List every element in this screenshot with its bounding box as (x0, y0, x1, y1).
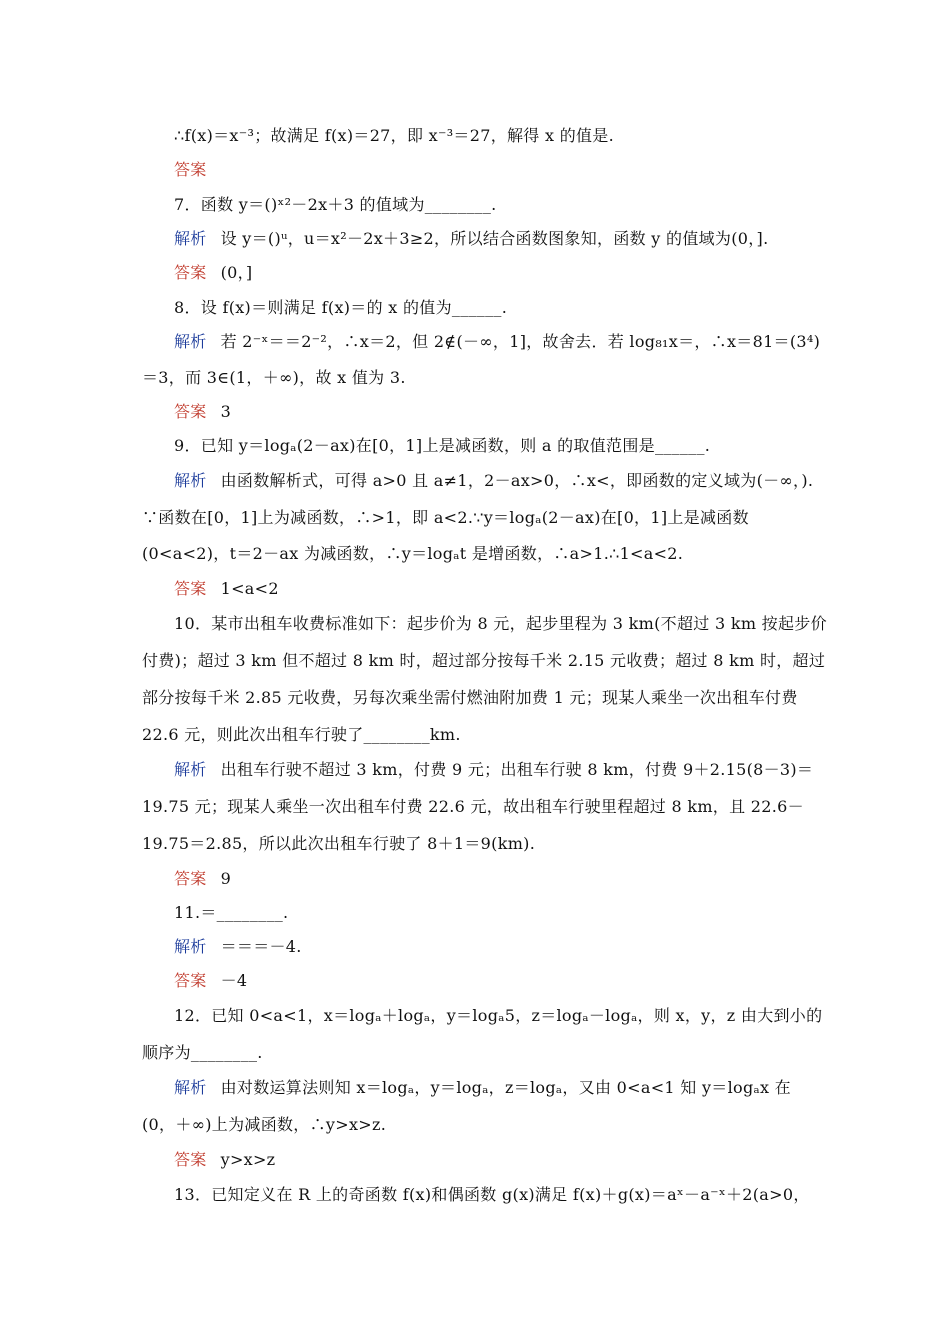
question-8: 8．设 f(x)＝则满足 f(x)＝的 x 的值为______. (174, 298, 508, 317)
analysis-label: 解析 (174, 760, 207, 779)
text-line: (0，＋∞)上为减函数，∴y>x>z. (142, 1115, 387, 1134)
analysis-line: 解析 由对数运算法则知 x＝logₐ，y＝logₐ，z＝logₐ，又由 0<a<1 知 y＝logₐx 在 (174, 1078, 791, 1097)
answer-label: 答案 (174, 579, 207, 598)
question-13: 13．已知定义在 R 上的奇函数 f(x)和偶函数 g(x)满足 f(x)＋g(x)＝aˣ－a⁻ˣ＋2(a>0， (174, 1185, 810, 1204)
text-line: ＝3，而 3∈(1，＋∞)，故 x 值为 3. (142, 368, 406, 387)
analysis-label: 解析 (174, 471, 207, 490)
analysis-line: 解析 若 2⁻ˣ＝＝2⁻²，∴x＝2，但 2∉(－∞，1]，故舍去．若 log₈₁x＝，∴x＝81＝(3⁴) (174, 332, 821, 351)
answer-line: 答案 －4 (174, 971, 248, 990)
text-line: 19.75＝2.85，所以此次出租车行驶了 8＋1＝9(km). (142, 834, 536, 853)
answer-label: 答案 (174, 263, 207, 282)
text-line: 部分按每千米 2.85 元收费，另每次乘坐需付燃油附加费 1 元；现某人乘坐一次出租车付费 (142, 688, 798, 707)
analysis-label: 解析 (174, 937, 207, 956)
text-line: 22.6 元，则此次出租车行驶了________km. (142, 725, 461, 744)
analysis-line: 解析 设 y＝()ᵘ，u＝x²－2x＋3≥2，所以结合函数图象知，函数 y 的值域为(0，]. (174, 229, 769, 248)
text-line: ∵函数在[0，1]上为减函数，∴>1，即 a<2.∵y＝logₐ(2－ax)在[0，1]上是减函数 (142, 508, 749, 527)
text-line: 付费)；超过 3 km 但不超过 8 km 时，超过部分按每千米 2.15 元收费；超过 8 km 时，超过 (142, 651, 826, 670)
analysis-line: 解析 由函数解析式，可得 a>0 且 a≠1，2－ax>0，∴x<，即函数的定义域为(－∞，). (174, 471, 814, 490)
answer-label: 答案 (174, 869, 207, 888)
text-line: (0<a<2)，t＝2－ax 为减函数，∴y＝logₐt 是增函数，∴a>1.∴1<a<2. (142, 544, 684, 563)
answer-line: 答案 y>x>z (174, 1150, 276, 1169)
answer-label: 答案 (174, 402, 207, 421)
analysis-label: 解析 (174, 332, 207, 351)
text-line: 19.75 元；现某人乘坐一次出租车付费 22.6 元，故出租车行驶里程超过 8 km，且 22.6－ (142, 797, 804, 816)
question-7: 7．函数 y＝()ˣ²－2x＋3 的值域为________. (174, 195, 497, 214)
answer-line: 答案 9 (174, 869, 232, 888)
text-line: ∴f(x)＝x⁻³；故满足 f(x)＝27，即 x⁻³＝27，解得 x 的值是. (174, 126, 614, 145)
analysis-line: 解析 出租车行驶不超过 3 km，付费 9 元；出租车行驶 8 km，付费 9＋2.15(8－3)＝ (174, 760, 814, 779)
answer-line: 答案 1<a<2 (174, 579, 279, 598)
question-10: 10．某市出租车收费标准如下：起步价为 8 元，起步里程为 3 km(不超过 3 km 按起步价 (174, 614, 827, 633)
analysis-line: 解析 ＝＝＝－4. (174, 937, 302, 956)
answer-label: 答案 (174, 160, 207, 179)
answer-label: 答案 (174, 1150, 207, 1169)
text-line: 顺序为________. (142, 1043, 263, 1062)
answer-line: 答案 3 (174, 402, 232, 421)
answer-label: 答案 (174, 971, 207, 990)
question-9: 9．已知 y＝logₐ(2－ax)在[0，1]上是减函数，则 a 的取值范围是______. (174, 436, 711, 455)
answer-line (174, 159, 810, 181)
question-12: 12．已知 0<a<1，x＝logₐ＋logₐ，y＝logₐ5，z＝logₐ－logₐ，则 x，y，z 由大到小的 (174, 1006, 823, 1025)
answer-line: 答案 (0，] (174, 263, 253, 282)
question-11: 11.＝________. (174, 903, 289, 922)
analysis-label: 解析 (174, 1078, 207, 1097)
analysis-label: 解析 (174, 229, 207, 248)
